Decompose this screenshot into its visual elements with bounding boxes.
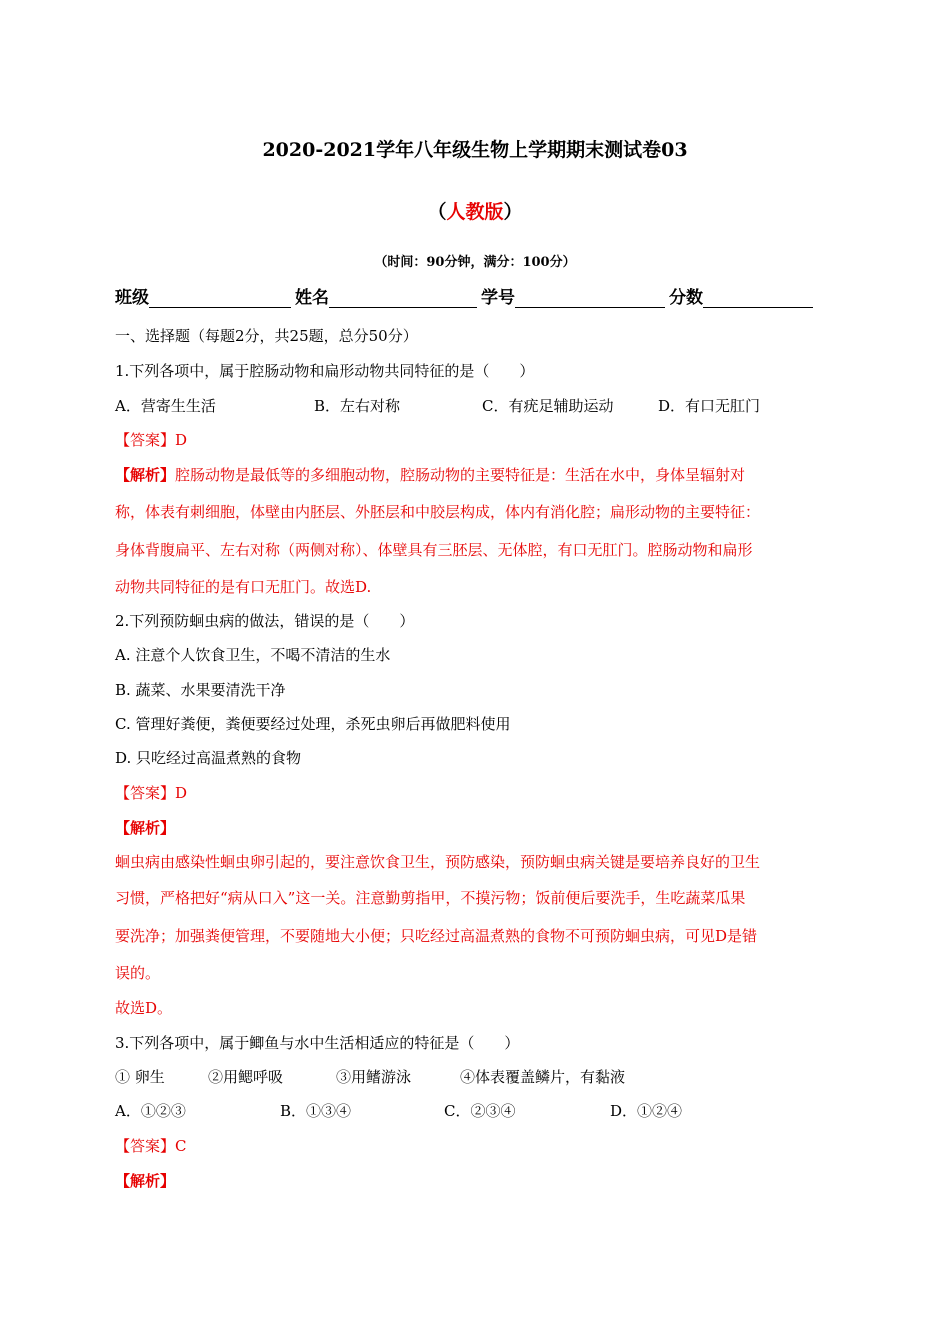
question-1-analysis-line: 称，体表有刺细胞，体壁由内胚层、外胚层和中胶层构成，体内有消化腔；扁形动物的主要特征： <box>115 503 761 521</box>
field-blank-id[interactable] <box>515 289 665 308</box>
question-3-item-1: ① 卵生 <box>115 1068 165 1086</box>
field-label-class: 班级 <box>115 288 149 308</box>
question-1-analysis-line <box>115 465 745 485</box>
answer-label: 【答案】 <box>115 1137 176 1155</box>
question-3-stem: 3.下列各项中，属于鲫鱼与水中生活相适应的特征是（ ） <box>115 1034 520 1052</box>
answer-label: 【答案】 <box>115 431 176 449</box>
field-label-name: 姓名 <box>295 288 329 308</box>
answer-value: D <box>175 431 188 449</box>
student-info-fields <box>115 288 817 308</box>
edition-close: ） <box>503 201 523 223</box>
document-title: 2020-2021学年八年级生物上学期期末测试卷03 <box>262 139 688 161</box>
question-1-option-a: A．营寄生生活 <box>115 397 216 415</box>
question-3-option-c: C．②③④ <box>444 1102 516 1120</box>
question-1-stem: 1.下列各项中，属于腔肠动物和扁形动物共同特征的是（ ） <box>115 362 535 380</box>
question-3-item-3: ③用鳍游泳 <box>336 1068 412 1086</box>
question-1-analysis-line: 身体背腹扁平、左右对称（两侧对称）、体壁具有三胚层、无体腔，有口无肛门。腔肠动物和扁形 <box>115 541 753 559</box>
question-1-option-b: B．左右对称 <box>314 397 401 415</box>
question-3-option-b: B．①③④ <box>280 1102 352 1120</box>
question-3-analysis-label: 【解析】 <box>115 1172 176 1190</box>
question-2-option-a: A. 注意个人饮食卫生，不喝不清洁的生水 <box>115 646 391 664</box>
question-3-option-d: D．①②④ <box>610 1102 683 1120</box>
answer-value: D <box>175 784 188 802</box>
edition-line <box>0 202 950 222</box>
question-2-option-c: C. 管理好粪便，粪便要经过处理，杀死虫卵后再做肥料使用 <box>115 715 511 733</box>
question-1-analysis-line: 动物共同特征的是有口无肛门。故选D. <box>115 578 372 596</box>
field-blank-class[interactable] <box>149 289 291 308</box>
field-blank-score[interactable] <box>703 289 813 308</box>
question-2-analysis-line: 误的。 <box>115 964 161 982</box>
question-1-option-d: D．有口无肛门 <box>658 397 761 415</box>
question-2-analysis-line: 蛔虫病由感染性蛔虫卵引起的，要注意饮食卫生，预防感染，预防蛔虫病关键是要培养良好的卫生 <box>115 853 761 871</box>
question-2-analysis-label: 【解析】 <box>115 819 176 837</box>
question-2-answer <box>115 783 187 803</box>
question-3-answer <box>115 1136 187 1156</box>
edition-label: 人教版 <box>446 201 504 223</box>
answer-label: 【答案】 <box>115 784 176 802</box>
analysis-text: 腔肠动物是最低等的多细胞动物，腔肠动物的主要特征是：生活在水中，身体呈辐射对 <box>175 466 746 484</box>
question-2-analysis-line: 习惯，严格把好“病从口入”这一关。注意勤剪指甲，不摸污物；饭前便后要洗手，生吃蔬菜瓜果 <box>115 889 746 907</box>
time-info: （时间：90分钟，满分：100分） <box>374 255 576 270</box>
field-label-score: 分数 <box>669 288 703 308</box>
question-3-item-2: ②用鳃呼吸 <box>208 1068 284 1086</box>
field-blank-name[interactable] <box>329 289 477 308</box>
question-2-option-b: B. 蔬菜、水果要清洗干净 <box>115 681 286 699</box>
answer-value: C <box>175 1137 187 1155</box>
analysis-label: 【解析】 <box>115 466 176 484</box>
question-1-option-c: C．有疣足辅助运动 <box>482 397 614 415</box>
question-1-answer <box>115 430 187 450</box>
field-label-id: 学号 <box>481 288 515 308</box>
question-2-analysis-line: 故选D。 <box>115 999 173 1017</box>
section-heading: 一、选择题（每题2分，共25题，总分50分） <box>115 327 418 345</box>
question-2-option-d: D. 只吃经过高温煮熟的食物 <box>115 749 302 767</box>
edition-open: （ <box>427 201 447 223</box>
question-2-analysis-line: 要洗净；加强粪便管理，不要随地大小便；只吃经过高温煮熟的食物不可预防蛔虫病，可见D是错 <box>115 927 758 945</box>
question-2-stem: 2.下列预防蛔虫病的做法，错误的是（ ） <box>115 612 415 630</box>
question-3-option-a: A．①②③ <box>115 1102 186 1120</box>
question-3-item-4: ④体表覆盖鳞片，有黏液 <box>460 1068 626 1086</box>
